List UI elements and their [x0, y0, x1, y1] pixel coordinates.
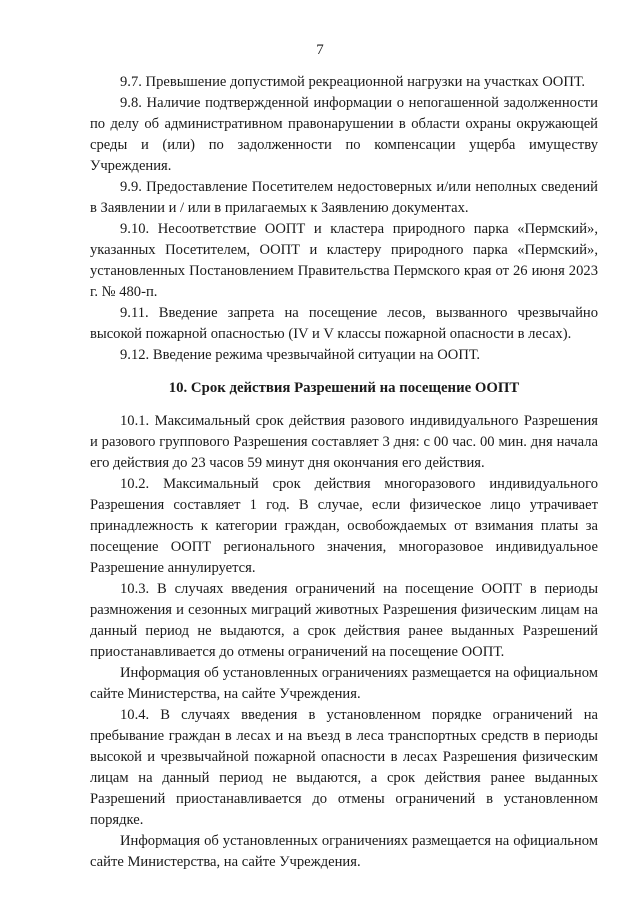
section-10-heading: 10. Срок действия Разрешений на посещение ООПТ [168, 380, 520, 396]
paragraph-10-4-info: Информация об установленных ограничениях размещается на официальном сайте Министерства, на сайте Учреждения. [90, 833, 598, 870]
paragraph-9-8: 9.8. Наличие подтвержденной информации о непогашенной задолженности по делу об административном правонарушении в области охраны окружающей среды и (или) по задолженности по компенсации ущерба имуществу Учреждения. [90, 95, 598, 174]
paragraph-9-9: 9.9. Предоставление Посетителем недостоверных и/или неполных сведений в Заявлении и / или в прилагаемых к Заявлению документах. [90, 179, 598, 216]
paragraph-9-7: 9.7. Превышение допустимой рекреационной нагрузки на участках ООПТ. [120, 74, 585, 90]
paragraph-9-12: 9.12. Введение режима чрезвычайной ситуации на ООПТ. [120, 347, 480, 363]
document-body [90, 72, 598, 873]
paragraph-10-1: 10.1. Максимальный срок действия разового индивидуального Разрешения и разового группового Разрешения составляет 3 дня: с 00 час. 00 мин. дня начала его действия до 23 часов 59 минут дня окончания его действия. [90, 413, 598, 471]
paragraph-9-10: 9.10. Несоответствие ООПТ и кластера природного парка «Пермский», указанных Посетителем, ООПТ и кластеру природного парка «Пермский», установленных Постановлением Правительства Пермского края от 26 июня 2023 г. № 480-п. [90, 221, 598, 300]
paragraph-9-11: 9.11. Введение запрета на посещение лесов, вызванного чрезвычайно высокой пожарной опасностью (IV и V классы пожарной опасности в лесах). [90, 305, 598, 342]
page-number: 7 [316, 42, 324, 58]
paragraph-10-2: 10.2. Максимальный срок действия многоразового индивидуального Разрешения составляет 1 год. В случае, если физическое лицо утрачивает принадлежность к категории граждан, освобождаемых от взимания платы за посещение ООПТ регионального значения, многоразовое индивидуальное Разрешение аннулируется. [90, 476, 598, 576]
paragraph-10-4: 10.4. В случаях введения в установленном порядке ограничений на пребывание граждан в лесах и на въезд в леса транспортных средств в периоды высокой и чрезвычайной пожарной опасности в лесах Разрешения физическим лицам на данный период не выдаются, а срок действия ранее выданных Разрешений приостанавливается до отмены ограничений в установленном порядке. [90, 707, 598, 828]
paragraph-10-3: 10.3. В случаях введения ограничений на посещение ООПТ в периоды размножения и сезонных миграций животных Разрешения физическим лицам на данный период не выдаются, а срок действия ранее выданных Разрешений приостанавливается до отмены ограничений на посещение ООПТ. [90, 581, 598, 660]
paragraph-10-3-info: Информация об установленных ограничениях размещается на официальном сайте Министерства, на сайте Учреждения. [90, 665, 598, 702]
